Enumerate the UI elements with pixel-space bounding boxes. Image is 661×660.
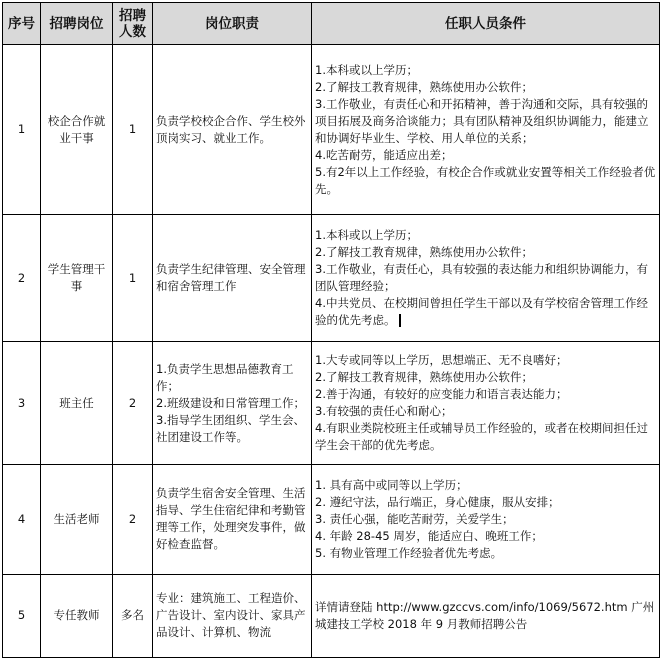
requirement-line: 1.本科或以上学历； — [315, 228, 418, 243]
post-name: 生活老师 — [41, 464, 113, 574]
requirement-line: 1.本科或以上学历； — [315, 62, 418, 77]
duty-line: 1.负责学生思想品德教育工作； — [156, 361, 294, 393]
row-number: 2 — [3, 215, 41, 342]
requirement-line — [315, 295, 656, 329]
requirements-cell — [312, 45, 660, 215]
duty-line: 负责学生宿舍安全管理、生活指导、学生住宿纪律和考勤管理等工作，处理突发事件，做好检查监督。 — [156, 486, 306, 552]
requirements-cell — [312, 464, 660, 574]
post-name: 校企合作就业干事 — [41, 45, 113, 215]
requirement-line: 4.吃苦耐劳，能适应出差； — [315, 147, 453, 162]
duty-line: 2.班级建设和日常管理工作； — [156, 395, 305, 410]
header-row — [3, 3, 660, 45]
duty-cell — [153, 342, 312, 464]
duty-cell — [153, 215, 312, 342]
requirement-line: 2. 遵纪守法，品行端正，身心健康，服从安排； — [315, 494, 560, 509]
requirement-line: 4. 年龄 28-45 周岁，能适应白、晚班工作； — [315, 528, 543, 543]
requirement-line: 2.善于沟通，有较好的应变能力和语言表达能力； — [315, 387, 568, 402]
duty-cell — [153, 45, 312, 215]
requirement-line: 3. 责任心强，能吃苦耐劳，关爱学生； — [315, 511, 514, 526]
requirement-line: 3.有较强的责任心和耐心； — [315, 404, 453, 419]
requirement-line: 3.工作敬业，有责任心和开拓精神，善于沟通和交际，具有较强的项目拓展及商务洽谈能力；具有团队精神及组织协调能力，能建立和协调好毕业生、学校、用人单位的关系； — [315, 96, 649, 145]
requirements-cell — [312, 342, 660, 464]
duty-cell — [153, 574, 312, 657]
post-name: 班主任 — [41, 342, 113, 464]
hire-count: 1 — [113, 215, 153, 342]
table-row — [3, 45, 660, 215]
requirement-line: 2.了解技工教育规律，熟练使用办公软件； — [315, 79, 533, 94]
requirement-line: 1.大专或同等以上学历，思想端正、无不良嗜好； — [315, 353, 568, 368]
text-cursor — [399, 314, 401, 327]
post-name: 专任教师 — [41, 574, 113, 657]
table-row — [3, 464, 660, 574]
header-duty: 岗位职责 — [153, 3, 312, 45]
hire-count: 1 — [113, 45, 153, 215]
table-row — [3, 215, 660, 342]
hire-count: 多名 — [113, 574, 153, 657]
duty-line: 3.指导学生团组织、学生会、社团建设工作等。 — [156, 412, 305, 444]
duty-cell — [153, 464, 312, 574]
requirement-line: 5. 有物业管理工作经验者优先考虑。 — [315, 545, 503, 560]
header-post: 招聘岗位 — [41, 3, 113, 45]
requirement-text: 4.中共党员、在校期间曾担任学生干部以及有学校宿舍管理工作经验的优先考虑。 — [315, 296, 648, 328]
header-requirements: 任职人员条件 — [312, 3, 660, 45]
post-name: 学生管理干事 — [41, 215, 113, 342]
requirement-line: 详情请登陆 http://www.gzccvs.com/info/1069/5672.htm 广州城建技工学校 2018 年 9 月教师招聘公告 — [315, 599, 655, 631]
header-no: 序号 — [3, 3, 41, 45]
hire-count: 2 — [113, 342, 153, 464]
requirements-cell — [312, 574, 660, 657]
row-number: 1 — [3, 45, 41, 215]
requirement-line: 3.工作敬业，有责任心，具有较强的表达能力和组织协调能力，有团队管理经验； — [315, 262, 648, 294]
duty-line: 负责学校校企合作、学生校外顶岗实习、就业工作。 — [156, 113, 306, 145]
row-number: 4 — [3, 464, 41, 574]
recruitment-table — [2, 2, 660, 658]
duty-line: 负责学生纪律管理、安全管理和宿舍管理工作 — [156, 262, 306, 294]
requirement-line: 1. 具有高中或同等以上学历； — [315, 477, 468, 492]
requirements-cell — [312, 215, 660, 342]
hire-count: 2 — [113, 464, 153, 574]
row-number: 5 — [3, 574, 41, 657]
requirement-line: 2.了解技工教育规律，熟练使用办公软件； — [315, 370, 533, 385]
requirement-line: 5.有2年以上工作经验，有校企合作或就业安置等相关工作经验者优先。 — [315, 164, 656, 196]
requirement-line: 2.了解技工教育规律，熟练使用办公软件； — [315, 245, 533, 260]
requirement-line: 4.有职业类院校班主任或辅导员工作经验的，或者在校期间担任过学生会干部的优先考虑。 — [315, 421, 648, 453]
row-number: 3 — [3, 342, 41, 464]
duty-line: 专业：建筑施工、工程造价、广告设计、室内设计、家具产品设计、计算机、物流 — [156, 591, 306, 640]
table-row — [3, 574, 660, 657]
table-row — [3, 342, 660, 464]
header-count: 招聘人数 — [113, 3, 153, 45]
